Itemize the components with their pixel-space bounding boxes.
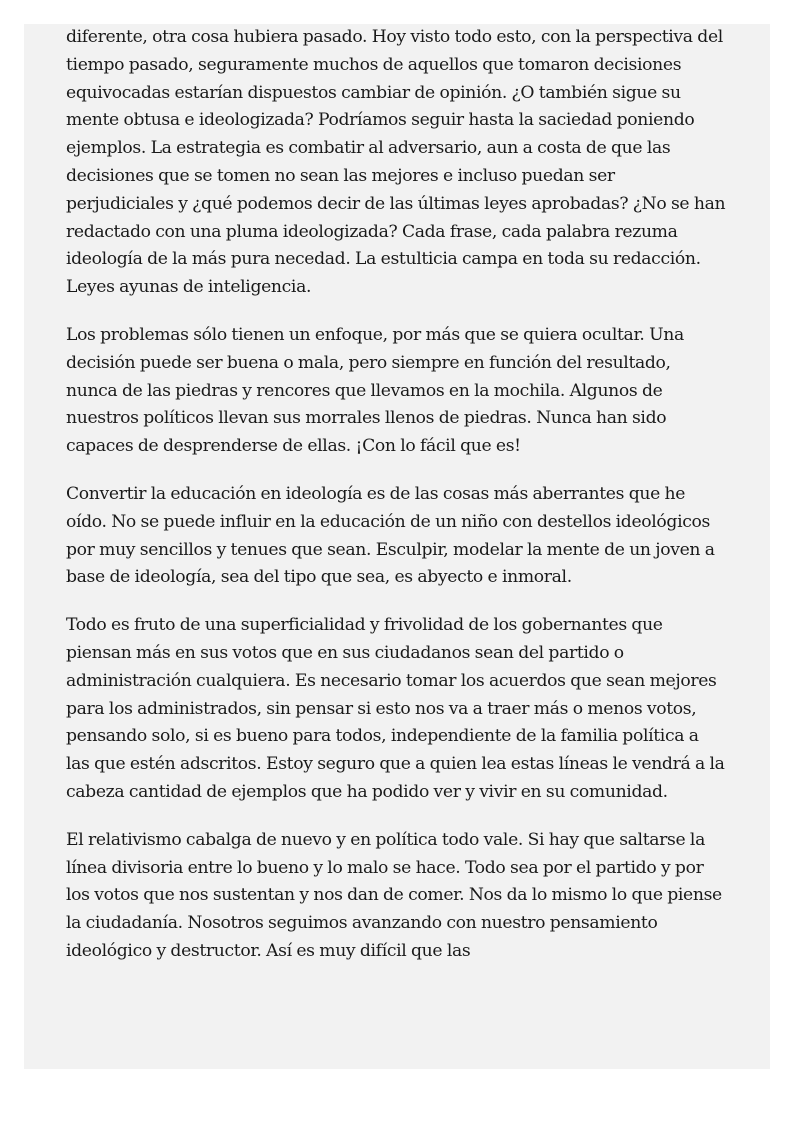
article-paragraph-5: El relativismo cabalga de nuevo y en política todo vale. Si hay que saltarse la línea divisoria entre lo bueno y lo malo se hace. Todo sea por el partido y por los votos que nos sustentan y nos dan de comer. Nos da lo mismo lo que piense la ciudadanía. Nosotros seguimos avanzando con nuestro pensamiento ideológico y destructor. Así es muy difícil que las <box>66 829 722 961</box>
article-paragraph-2: Los problemas sólo tienen un enfoque, por más que se quiera ocultar. Una decisión puede ser buena o mala, pero siempre en función del resultado, nunca de las piedras y rencores que llevamos en la mochila. Algunos de nuestros políticos llevan sus morrales llenos de piedras. Nunca han sido capaces de desprenderse de ellas. ¡Con lo fácil que es! <box>66 324 684 457</box>
article-paragraph-1: diferente, otra cosa hubiera pasado. Hoy visto todo esto, con la perspectiva del tiempo pasado, seguramente muchos de aquellos que tomaron decisiones equivocadas estarían dispuestos cambiar de opinión. ¿O también sigue su mente obtusa e ideologizada? Podríamos seguir hasta la saciedad poniendo ejemplos. La estrategia es combatir al adversario, aun a costa de que las decisiones que se tomen no sean las mejores e incluso puedan ser perjudiciales y ¿qué podemos decir de las últimas leyes aprobadas? ¿No se han redactado con una pluma ideologizada? Cada frase, cada palabra rezuma ideología de la más pura necedad. La estulticia campa en toda su redacción. Leyes ayunas de inteligencia. <box>66 27 726 298</box>
article-paragraph-3: Convertir la educación en ideología es de las cosas más aberrantes que he oído. No se puede influir en la educación de un niño con destellos ideológicos por muy sencillos y tenues que sean. Esculpir, modelar la mente de un joven a base de ideología, sea del tipo que sea, es abyecto e inmoral. <box>66 483 715 588</box>
article-paragraph-4: Todo es fruto de una superficialidad y frivolidad de los gobernantes que piensan más en sus votos que en sus ciudadanos sean del partido o administración cualquiera. Es necesario tomar los acuerdos que sean mejores para los administrados, sin pensar si esto nos va a traer más o menos votos, pensando solo, si es bueno para todos, independiente de la familia política a las que estén adscritos. Estoy seguro que a quien lea estas líneas le vendrá a la cabeza cantidad de ejemplos que ha podido ver y vivir en su comunidad. <box>66 615 725 802</box>
article-container <box>24 24 770 1069</box>
article-body <box>66 24 726 986</box>
